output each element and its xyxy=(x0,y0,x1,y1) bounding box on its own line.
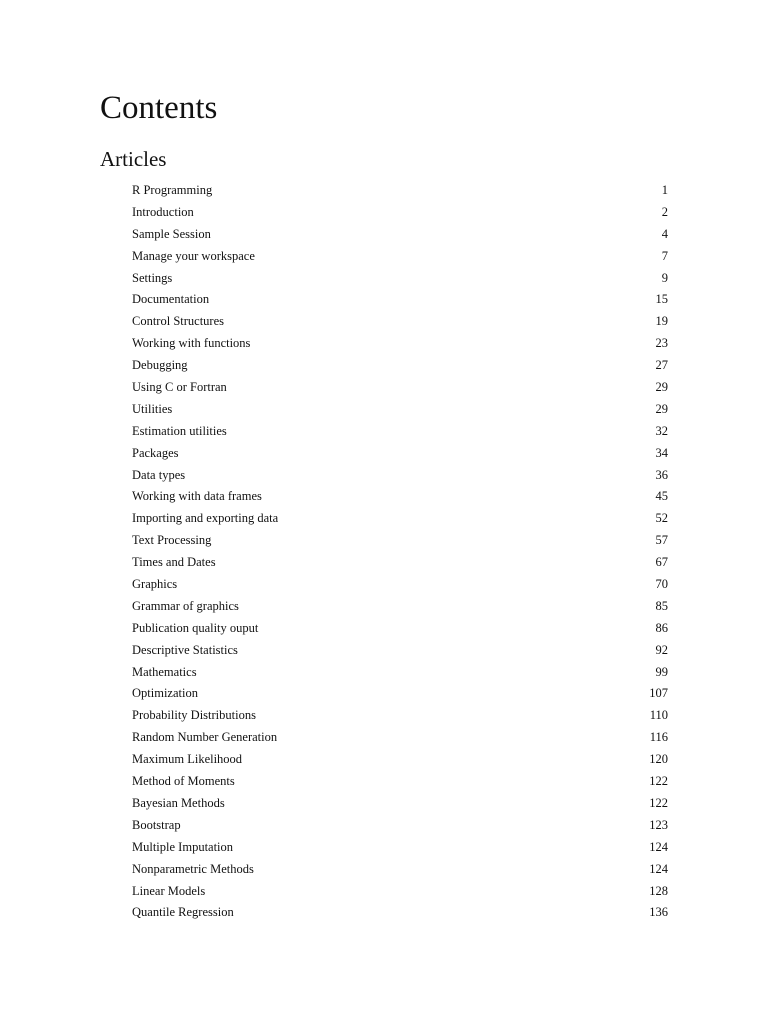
toc-entry-title: Working with functions xyxy=(132,336,251,351)
toc-entry-page-number: 1 xyxy=(661,183,668,197)
toc-entry-title: Packages xyxy=(132,445,179,460)
toc-entry-page-number: 107 xyxy=(649,686,668,701)
toc-entry-page-number: 123 xyxy=(649,817,668,832)
toc-entry-page-number: 124 xyxy=(649,861,668,876)
toc-entry[interactable] xyxy=(132,485,668,507)
toc-entry-title: Documentation xyxy=(132,292,210,307)
toc-entry-page-number: 52 xyxy=(655,511,668,526)
toc-entry-title: Using C or Fortran xyxy=(132,380,227,395)
toc-entry-page-number: 27 xyxy=(655,358,668,373)
toc-entry[interactable] xyxy=(132,573,668,595)
toc-entry[interactable] xyxy=(132,858,668,880)
toc-entry[interactable] xyxy=(132,595,668,617)
toc-entry[interactable] xyxy=(132,682,668,704)
toc-entry[interactable] xyxy=(132,442,668,464)
toc-entry-title: Mathematics xyxy=(132,664,197,679)
toc-entry[interactable] xyxy=(132,661,668,683)
toc-entry-page-number: 122 xyxy=(649,774,668,789)
toc-entry[interactable] xyxy=(132,551,668,573)
toc-entry-page-number: 67 xyxy=(655,555,668,570)
toc-entry[interactable] xyxy=(132,814,668,836)
section-heading: Articles xyxy=(100,147,167,171)
toc-entry-page-number: 15 xyxy=(655,292,668,307)
toc-entry[interactable] xyxy=(132,748,668,770)
toc-entry[interactable] xyxy=(132,420,668,442)
toc-entry-page-number: 34 xyxy=(655,445,668,460)
toc-entry[interactable] xyxy=(132,836,668,858)
toc-entry-title: Estimation utilities xyxy=(132,423,227,438)
toc-entry-title: Text Processing xyxy=(132,533,212,548)
toc-entry-title: Optimization xyxy=(132,686,198,701)
toc-entry[interactable] xyxy=(132,770,668,792)
toc-entry[interactable] xyxy=(132,201,668,223)
toc-entry-title: Method of Moments xyxy=(132,774,235,789)
toc-entry-title: Linear Models xyxy=(132,883,206,898)
toc-entry-page-number: 4 xyxy=(661,226,668,241)
toc-entry[interactable] xyxy=(132,376,668,398)
toc-entry-page-number: 57 xyxy=(655,533,668,548)
toc-entry[interactable] xyxy=(132,179,668,201)
toc-entry[interactable] xyxy=(132,332,668,354)
toc-entry-page-number: 7 xyxy=(661,248,668,263)
toc-entry[interactable] xyxy=(132,704,668,726)
toc-entry-page-number: 45 xyxy=(655,489,668,504)
toc-entry[interactable] xyxy=(132,245,668,267)
toc-entry-title: Debugging xyxy=(132,358,188,373)
toc-entry[interactable] xyxy=(132,354,668,376)
toc-entry-title: Importing and exporting data xyxy=(132,511,279,526)
toc-entry-page-number: 29 xyxy=(655,401,668,416)
toc-entry-title: Multiple Imputation xyxy=(132,839,234,854)
toc-entry-page-number: 23 xyxy=(655,336,668,351)
toc-entry-page-number: 120 xyxy=(649,752,668,767)
toc-entry-page-number: 70 xyxy=(655,577,668,592)
toc-entry-title: Publication quality ouput xyxy=(132,620,259,635)
toc-entry-title: Descriptive Statistics xyxy=(132,642,238,657)
toc-entry-title: Random Number Generation xyxy=(132,730,278,745)
toc-entry-title: Manage your workspace xyxy=(132,248,255,263)
toc-entry-title: Utilities xyxy=(132,401,173,416)
toc-entry[interactable] xyxy=(132,267,668,289)
toc-entry[interactable] xyxy=(132,507,668,529)
toc-entry-page-number: 29 xyxy=(655,380,668,395)
toc-entry-page-number: 116 xyxy=(649,730,668,745)
toc-entry[interactable] xyxy=(132,792,668,814)
toc-entry[interactable] xyxy=(132,726,668,748)
toc-entry-page-number: 136 xyxy=(649,905,668,920)
toc-entry-page-number: 122 xyxy=(649,795,668,810)
toc-entry-title: Bootstrap xyxy=(132,817,181,832)
toc-entry-page-number: 110 xyxy=(649,708,668,723)
toc-entry-page-number: 128 xyxy=(649,883,668,898)
toc-entry[interactable] xyxy=(132,398,668,420)
toc-entry-title: Settings xyxy=(132,270,173,285)
toc-entry-title: Quantile Regression xyxy=(132,905,234,920)
toc-entry-title: Data types xyxy=(132,467,186,482)
toc-entry-title: R Programming xyxy=(132,183,213,197)
toc-entry-title: Control Structures xyxy=(132,314,225,329)
toc-entry-page-number: 92 xyxy=(655,642,668,657)
toc-entry[interactable] xyxy=(132,310,668,332)
toc-entry-page-number: 124 xyxy=(649,839,668,854)
toc-entry-page-number: 9 xyxy=(661,270,668,285)
page-title: Contents xyxy=(100,90,218,126)
toc-entry-title: Nonparametric Methods xyxy=(132,861,254,876)
toc-entry-title: Times and Dates xyxy=(132,555,216,570)
toc-entry-title: Introduction xyxy=(132,204,194,219)
toc-entry-page-number: 2 xyxy=(661,204,668,219)
toc-entry-page-number: 32 xyxy=(655,423,668,438)
toc-entry[interactable] xyxy=(132,223,668,245)
toc-entry[interactable] xyxy=(132,880,668,902)
toc-entry[interactable] xyxy=(132,901,668,923)
toc-entry-page-number: 36 xyxy=(655,467,668,482)
toc-entry-title: Maximum Likelihood xyxy=(132,752,243,767)
toc-entry-title: Grammar of graphics xyxy=(132,598,239,613)
toc-entry-page-number: 99 xyxy=(655,664,668,679)
toc-entry-page-number: 86 xyxy=(655,620,668,635)
toc-entry[interactable] xyxy=(132,617,668,639)
toc-entry-title: Working with data frames xyxy=(132,489,262,504)
toc-entry-title: Graphics xyxy=(132,577,178,592)
toc-list xyxy=(132,179,668,923)
toc-entry-title: Probability Distributions xyxy=(132,708,256,723)
toc-entry-title: Bayesian Methods xyxy=(132,795,225,810)
toc-entry[interactable] xyxy=(132,529,668,551)
toc-entry[interactable] xyxy=(132,288,668,310)
toc-entry-title: Sample Session xyxy=(132,226,211,241)
toc-entry[interactable] xyxy=(132,464,668,486)
toc-entry-page-number: 19 xyxy=(655,314,668,329)
toc-entry-page-number: 85 xyxy=(655,598,668,613)
toc-entry[interactable] xyxy=(132,639,668,661)
